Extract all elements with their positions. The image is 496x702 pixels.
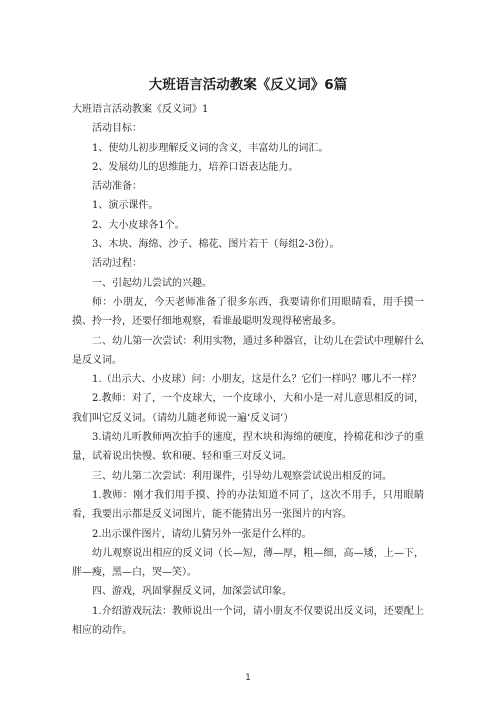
document-subtitle: 大班语言活动教案《反义词》1 (72, 104, 209, 115)
page-number: 1 (245, 673, 251, 683)
paragraph: 1、演示课件。 (92, 200, 159, 212)
paragraph: 活动准备： (92, 181, 142, 193)
paragraph: 1.教师：刚才我们用手摸、拎的办法知道不同了，这次不用手，只用眼睛看，我要出示都是反义词图片，能不能猜出另一张图片的内容。 (72, 489, 424, 521)
paragraph: 1.介绍游戏玩法：教师说出一个词，请小朋友不仅要说出反义词，还要配上相应的动作。 (72, 605, 424, 637)
paragraph: 2、发展幼儿的思维能力，培养口语表达能力。 (92, 161, 299, 173)
paragraph: 三、幼儿第二次尝试：利用课件，引导幼儿观察尝试说出相反的词。 (92, 470, 392, 482)
paragraph: 1.（出示大、小皮球）问：小朋友，这是什么？它们一样吗？哪儿不一样？ (92, 374, 422, 386)
paragraph: 一、引起幼儿尝试的兴趣。 (92, 277, 212, 289)
paragraph: 2.出示课件图片，请幼儿猜另外一张是什么样的。 (92, 528, 312, 540)
paragraph: 幼儿观察说出相应的反义词（长—短，薄—厚，粗—细，高—矮，上—下，胖—瘦，黑—白，哭—笑）。 (72, 547, 424, 579)
paragraph: 活动目标： (92, 123, 142, 135)
paragraph: 1、使幼儿初步理解反义词的含义，丰富幼儿的词汇。 (92, 142, 329, 154)
document-body (72, 100, 424, 640)
paragraph: 3.请幼儿听教师两次拍手的速度，捏木块和海绵的硬度，拎棉花和沙子的重量，试着说出快慢、软和硬、轻和重三对反义词。 (72, 432, 424, 463)
paragraph: 师：小朋友，今天老师准备了很多东西，我要请你们用眼睛看，用手摸一摸、拎一拎，还要仔细地观察，看谁最聪明发现得秘密最多。 (72, 296, 424, 328)
paragraph: 2.教师：对了，一个皮球大，一个皮球小，大和小是一对儿意思相反的词，我们叫它反义词。（请幼儿随老师说一遍‘反义词’） (72, 393, 424, 424)
paragraph: 活动过程： (92, 258, 142, 270)
document-title: 大班语言活动教案《反义词》6篇 (148, 77, 348, 93)
paragraph: 四、游戏，巩固掌握反义词，加深尝试印象。 (92, 586, 292, 598)
paragraph: 二、幼儿第一次尝试：利用实物，通过多种器官，让幼儿在尝试中理解什么是反义词。 (72, 335, 424, 366)
paragraph: 2、大小皮球各1个。 (92, 219, 185, 231)
paragraph: 3、木块、海绵、沙子、棉花、图片若干（每组2-3份）。 (92, 239, 340, 251)
